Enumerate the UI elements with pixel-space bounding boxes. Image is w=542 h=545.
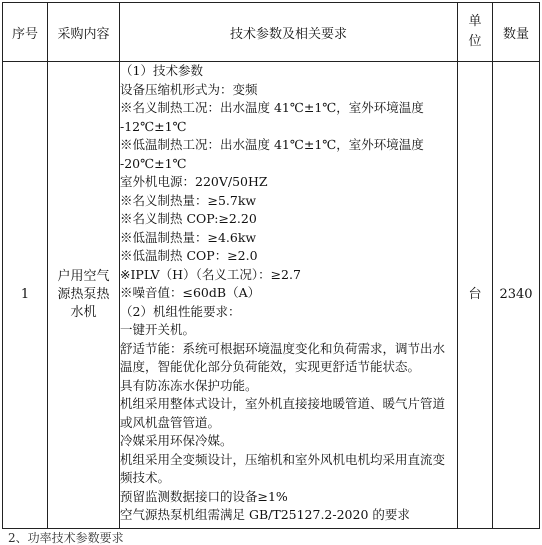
spec-line: 舒适节能：系统可根据环境温度变化和负荷需求，调节出水温度，智能优化部分负荷能效，实现更舒适节能状态。 xyxy=(120,340,446,374)
spec-line: ※低温制热工况：出水温度 41℃±1℃，室外环境温度 -20℃±1℃ xyxy=(120,137,424,171)
spec-line: ※名义制热 COP:≥2.20 xyxy=(120,211,257,226)
item-line: 户用空气 xyxy=(57,269,110,284)
header-index: 序号 xyxy=(3,3,48,62)
spec-line: ※IPLV（H）（名义工况）：≥2.7 xyxy=(120,266,301,282)
cell-item xyxy=(48,62,120,529)
spec-line: 室外机电源：220V/50HZ xyxy=(120,174,268,189)
header-unit xyxy=(458,3,493,62)
header-item: 采购内容 xyxy=(48,3,120,62)
spec-line: ※名义制热工况：出水温度 41℃±1℃，室外环境温度 -12℃±1℃ xyxy=(120,100,424,134)
cell-qty: 2340 xyxy=(493,62,540,529)
header-qty: 数量 xyxy=(493,3,540,62)
item-line: 源热泵热 xyxy=(57,287,110,302)
footnote: 2、功率技术参数要求 xyxy=(8,531,124,545)
header-spec: 技术参数及相关要求 xyxy=(120,3,458,62)
cell-spec xyxy=(120,62,458,529)
spec-line: 预留监测数据接口的设备≥1% xyxy=(120,488,288,504)
spec-line: 机组采用整体式设计，室外机直接接地暖管道、暖气片管道或风机盘管管道。 xyxy=(120,396,446,430)
spec-line: ※噪音值：≤60dB（A） xyxy=(120,285,261,300)
spec-line: 冷媒采用环保冷媒。 xyxy=(120,433,233,448)
header-unit-line2: 位 xyxy=(468,34,482,49)
spec-line: ※低温制热量：≥4.6kw xyxy=(120,229,257,245)
spec-line: 空气源热泵机组需满足 GB/T25127.2-2020 的要求 xyxy=(120,507,410,522)
spec-line: ※名义制热量：≥5.7kw xyxy=(120,192,257,208)
cell-index: 1 xyxy=(3,62,48,529)
cell-unit: 台 xyxy=(458,62,493,529)
procurement-spec-table xyxy=(2,2,540,529)
spec-line: 机组采用全变频设计，压缩机和室外风机电机均采用直流变频技术。 xyxy=(120,451,446,485)
table-row xyxy=(3,62,540,529)
spec-line: 具有防冻冻水保护功能。 xyxy=(120,377,258,393)
item-line: 水机 xyxy=(70,305,97,320)
spec-line: 一键开关机。 xyxy=(120,322,196,337)
header-unit-line1: 单 xyxy=(468,14,482,29)
spec-line: 设备压缩机形式为：变频 xyxy=(120,81,258,97)
spec-line: （2）机组性能要求： xyxy=(120,303,241,319)
spec-line: ※低温制热 COP：≥2.0 xyxy=(120,248,258,263)
spec-line: （1）技术参数 xyxy=(120,63,203,78)
table-header-row xyxy=(3,3,540,62)
